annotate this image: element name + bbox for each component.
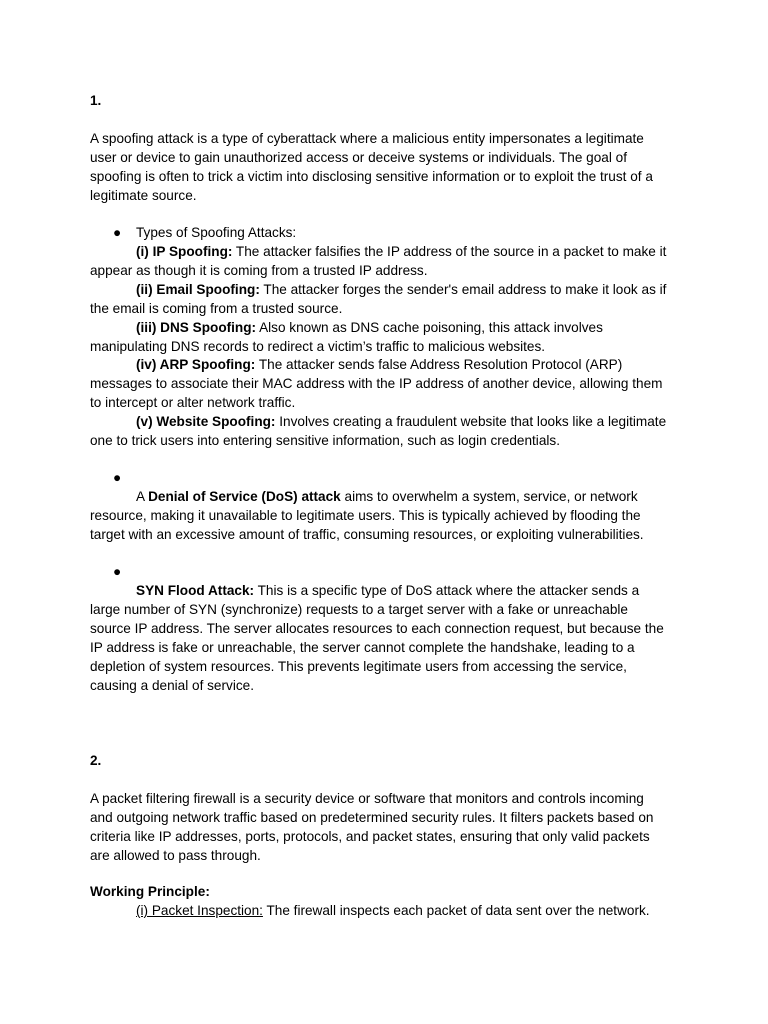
- packet-inspection-label: (i) Packet Inspection:: [136, 903, 263, 918]
- dos-bullet: [113, 468, 136, 487]
- q1-intro-line-4: legitimate source.: [90, 188, 197, 203]
- section-1-number: 1.: [90, 93, 102, 108]
- ip-spoofing-cont: appear as though it is coming from a trusted IP address.: [90, 263, 428, 278]
- dos-term: Denial of Service (DoS) attack: [148, 489, 341, 504]
- website-spoofing-cont: one to trick users into entering sensitive information, such as login credentials.: [90, 433, 560, 448]
- packet-inspection-text: The firewall inspects each packet of data sent over the network.: [262, 903, 650, 918]
- bullet-icon: ●: [113, 470, 122, 485]
- dos-cont-1: resource, making it unavailable to legitimate users. This is typically achieved by flooding the: [90, 508, 641, 523]
- email-spoofing-item: [136, 280, 666, 299]
- syn-cont-4: depletion of system resources. This prevents legitimate users from accessing the service,: [90, 659, 627, 674]
- syn-bullet: [113, 562, 136, 581]
- website-spoofing-text: Involves creating a fraudulent website that looks like a legitimate: [275, 414, 667, 429]
- q1-intro-line-2: user or device to gain unauthorized access or deceive systems or individuals. The goal of: [90, 150, 627, 165]
- syn-item: [136, 581, 639, 600]
- dos-text: aims to overwhelm a system, service, or network: [340, 489, 638, 504]
- q2-intro-line-1: A packet filtering firewall is a security device or software that monitors and controls incoming: [90, 791, 644, 806]
- ip-spoofing-label: (i) IP Spoofing:: [136, 244, 233, 259]
- website-spoofing-label: (v) Website Spoofing:: [136, 414, 276, 429]
- arp-spoofing-label: (iv) ARP Spoofing:: [136, 357, 256, 372]
- q1-intro-line-1: A spoofing attack is a type of cyberattack where a malicious entity impersonates a legitimate: [90, 131, 644, 146]
- dns-spoofing-item: [136, 318, 603, 337]
- q1-intro-line-3: spoofing is often to trick a victim into disclosing sensitive information or to exploit the trust of a: [90, 169, 653, 184]
- q2-intro-line-2: and outgoing network traffic based on predetermined security rules. It filters packets based on: [90, 810, 654, 825]
- bullet-icon: ●: [113, 225, 122, 240]
- website-spoofing-item: [136, 412, 666, 431]
- dns-spoofing-cont: manipulating DNS records to redirect a victim’s traffic to malicious websites.: [90, 339, 546, 354]
- arp-spoofing-cont-2: to intercept or alter network traffic.: [90, 395, 296, 410]
- packet-inspection-item: [136, 901, 650, 920]
- syn-term: SYN Flood Attack:: [136, 583, 255, 598]
- bullet-icon: ●: [113, 564, 122, 579]
- ip-spoofing-text: The attacker falsifies the IP address of the source in a packet to make it: [232, 244, 667, 259]
- working-principle-heading: Working Principle:: [90, 884, 210, 899]
- types-bullet-item: [113, 223, 296, 242]
- arp-spoofing-item: [136, 355, 622, 374]
- arp-spoofing-cont-1: messages to associate their MAC address with the IP address of another device, allowing them: [90, 376, 663, 391]
- arp-spoofing-text: The attacker sends false Address Resolution Protocol (ARP): [255, 357, 623, 372]
- syn-cont-1: large number of SYN (synchronize) requests to a target server with a fake or unreachable: [90, 602, 628, 617]
- email-spoofing-text: The attacker forges the sender's email address to make it look as if: [259, 282, 667, 297]
- email-spoofing-label: (ii) Email Spoofing:: [136, 282, 260, 297]
- types-heading: Types of Spoofing Attacks:: [136, 225, 297, 240]
- ip-spoofing-item: [136, 242, 666, 261]
- email-spoofing-cont: the email is coming from a trusted source.: [90, 301, 343, 316]
- dos-pre: A: [136, 489, 149, 504]
- syn-cont-5: causing a denial of service.: [90, 678, 254, 693]
- dos-cont-2: target with an excessive amount of traffic, consuming resources, or exploiting vulnerabilities.: [90, 527, 644, 542]
- syn-text: This is a specific type of DoS attack where the attacker sends a: [254, 583, 640, 598]
- syn-cont-2: source IP address. The server allocates resources to each connection request, but because the: [90, 621, 664, 636]
- dos-item: [136, 487, 638, 506]
- syn-cont-3: IP address is fake or unreachable, the server cannot complete the handshake, leading to a: [90, 640, 635, 655]
- section-2-number: 2.: [90, 753, 102, 768]
- dns-spoofing-text: Also known as DNS cache poisoning, this attack involves: [256, 320, 603, 335]
- q2-intro-line-3: criteria like IP addresses, ports, protocols, and packet states, ensuring that only valid packets: [90, 829, 650, 844]
- dns-spoofing-label: (iii) DNS Spoofing:: [136, 320, 257, 335]
- q2-intro-line-4: are allowed to pass through.: [90, 848, 261, 863]
